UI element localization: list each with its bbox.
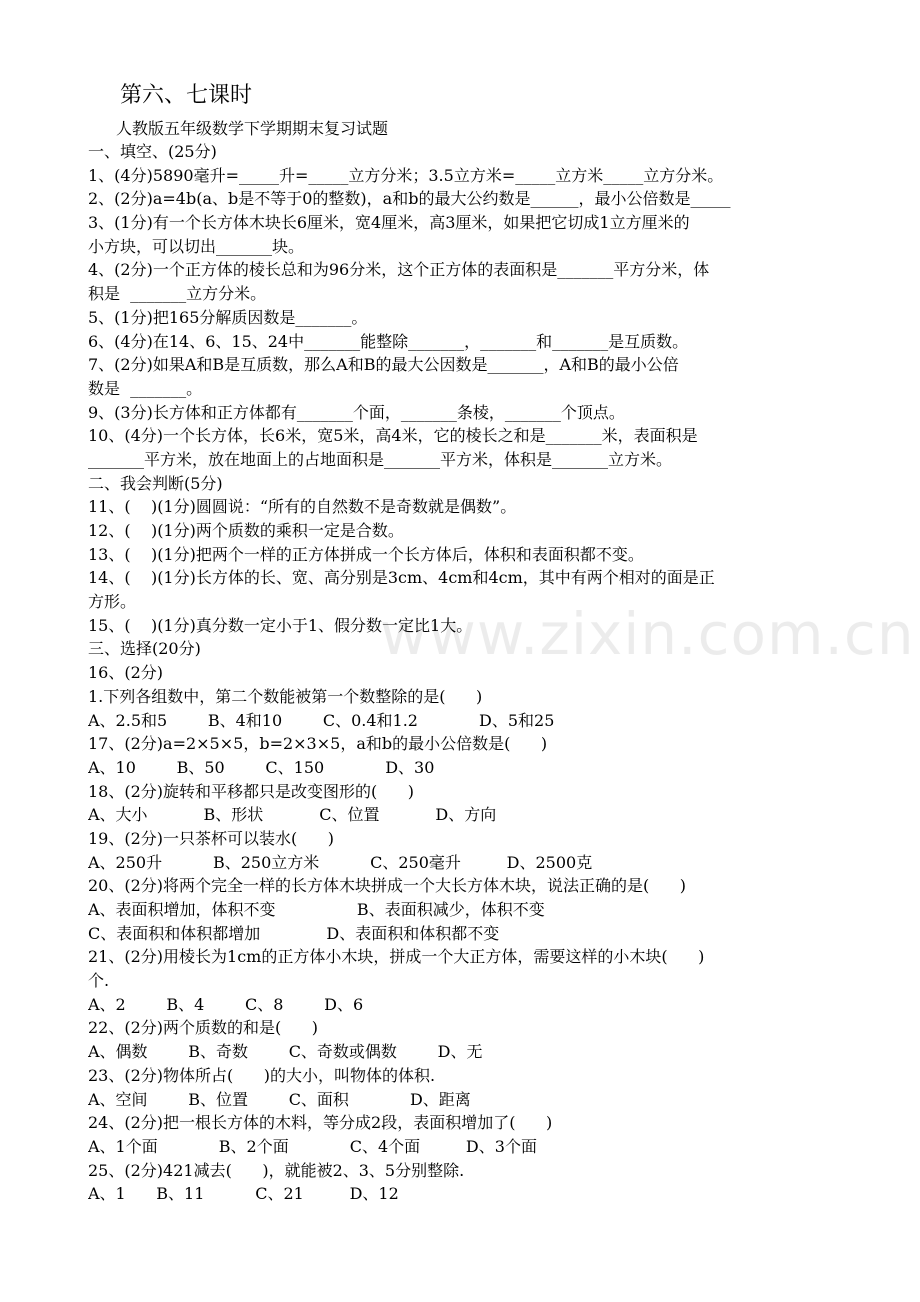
text-line: 16、(2分) — [88, 663, 164, 683]
text-line: 13、( )(1分)把两个一样的正方体拼成一个长方体后，体积和表面积都不变。 — [88, 544, 644, 564]
text-line: 6、(4分)在14、6、15、24中_______能整除_______，_______和_______是互质数。 — [88, 331, 689, 351]
text-line: _______平方米，放在地面上的占地面积是_______平方米，体积是_______立方米。 — [88, 449, 673, 469]
text-line: 19、(2分)一只茶杯可以装水( ) — [88, 828, 335, 848]
text-line: 15、( )(1分)真分数一定小于1、假分数一定比1大。 — [88, 615, 473, 635]
text-line: 9、(3分)长方体和正方体都有_______个面，_______条棱，_______个顶点。 — [88, 402, 625, 422]
text-line: A、表面积增加，体积不变 B、表面积减少，体积不变 — [88, 900, 545, 919]
text-line: 二、我会判断(5分) — [88, 473, 223, 493]
text-line: A、2 B、4 C、8 D、6 — [88, 994, 364, 1014]
text-line: 个. — [88, 971, 110, 991]
text-line: 3、(1分)有一个长方体木块长6厘米，宽4厘米，高3厘米，如果把它切成1立方厘米的 — [88, 213, 690, 233]
text-line: 11、( )(1分)圆圆说：“所有的自然数不是奇数就是偶数”。 — [88, 497, 517, 517]
text-line: A、10 B、50 C、150 D、30 — [88, 757, 435, 777]
text-line: 24、(2分)把一根长方体的木料，等分成2段，表面积增加了( ) — [88, 1113, 553, 1133]
text-line: 小方块，可以切出_______块。 — [88, 236, 305, 256]
text-line: 7、(2分)如果A和B是互质数，那么A和B的最大公因数是_______，A和B的最小公倍 — [88, 355, 679, 375]
text-line: 一、填空、(25分) — [88, 142, 217, 161]
text-line: A、大小 B、形状 C、位置 D、方向 — [88, 805, 497, 825]
text-line: A、偶数 B、奇数 C、奇数或偶数 D、无 — [88, 1042, 483, 1062]
exam-subtitle: 人教版五年级数学下学期期末复习试题 — [116, 119, 389, 138]
text-line: 4、(2分)一个正方体的棱长总和为96分米，这个正方体的表面积是_______平方分米，体 — [88, 260, 710, 280]
text-line: A、2.5和5 B、4和10 C、0.4和1.2 D、5和25 — [88, 710, 555, 730]
text-line: 25、(2分)421减去( )，就能被2、3、5分别整除. — [88, 1160, 465, 1180]
text-line: 2、(2分)a=4b(a、b是不等于0的整数)，a和b的最大公约数是______，最小公倍数是_____ — [88, 189, 731, 209]
watermark: www.zixin.com.cn — [380, 600, 915, 668]
text-line: A、1 B、11 C、21 D、12 — [88, 1184, 399, 1204]
text-line: 22、(2分)两个质数的和是( ) — [88, 1018, 319, 1038]
text-line: 20、(2分)将两个完全一样的长方体木块拼成一个大长方体木块，说法正确的是( ) — [88, 876, 687, 896]
text-line: C、表面积和体积都增加 D、表面积和体积都不变 — [88, 923, 500, 943]
text-line: 1.下列各组数中，第二个数能被第一个数整除的是( ) — [88, 686, 483, 706]
text-line: A、1个面 B、2个面 C、4个面 D、3个面 — [88, 1136, 537, 1156]
text-line: 5、(1分)把165分解质因数是_______。 — [88, 307, 368, 327]
text-line: 数是 _______。 — [88, 378, 203, 398]
text-line: 14、( )(1分)长方体的长、宽、高分别是3cm、4cm和4cm，其中有两个相对的面是正 — [88, 568, 715, 588]
text-line: 23、(2分)物体所占( )的大小，叫物体的体积. — [88, 1065, 436, 1085]
text-line: 10、(4分)一个长方体，长6米，宽5米，高4米，它的棱长之和是_______米，表面积是 — [88, 426, 698, 446]
text-line: 1、(4分)5890毫升=_____升=_____立方分米；3.5立方米=_____立方米_____立方分米。 — [88, 165, 724, 185]
text-line: 积是 _______立方分米。 — [88, 284, 267, 304]
text-line: 方形。 — [88, 592, 137, 612]
text-line: 18、(2分)旋转和平移都只是改变图形的( ) — [88, 781, 415, 801]
text-line: A、空间 B、位置 C、面积 D、距离 — [88, 1089, 471, 1109]
text-line: 12、( )(1分)两个质数的乘积一定是合数。 — [88, 521, 404, 540]
text-line: 21、(2分)用棱长为1cm的正方体小木块，拼成一个大正方体，需要这样的小木块( ) — [88, 947, 705, 967]
exam-body — [88, 140, 836, 1206]
text-line: 17、(2分)a=2×5×5，b=2×3×5，a和b的最小公倍数是( ) — [88, 734, 548, 754]
text-line: A、250升 B、250立方米 C、250毫升 D、2500克 — [88, 852, 593, 872]
lesson-heading: 第六、七课时 — [120, 83, 253, 108]
text-line: 三、选择(20分) — [88, 639, 201, 659]
